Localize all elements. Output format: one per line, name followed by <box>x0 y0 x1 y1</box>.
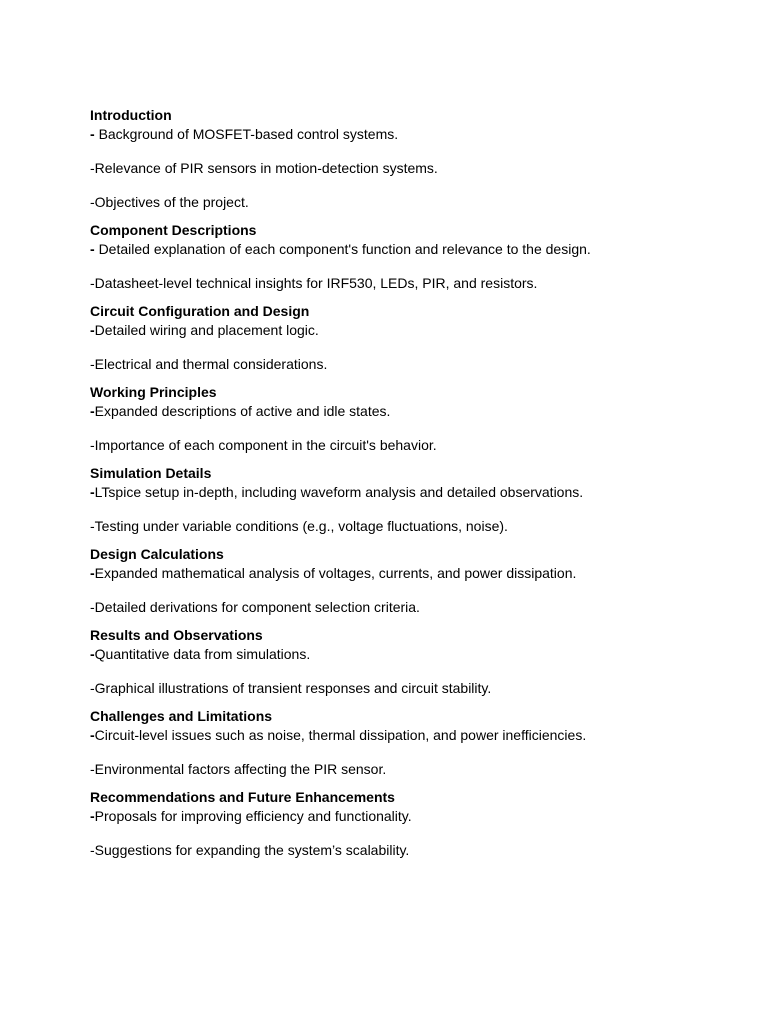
list-item <box>90 436 730 455</box>
item-prefix: - <box>90 727 95 743</box>
item-prefix: - <box>90 160 95 176</box>
list-item <box>90 517 730 536</box>
list-item <box>90 645 730 664</box>
item-text: Objectives of the project. <box>94 194 249 210</box>
list-item <box>90 807 730 826</box>
item-text: Suggestions for expanding the system’s scalability. <box>94 842 410 858</box>
list-item <box>90 240 730 259</box>
item-text: LTspice setup in-depth, including waveform analysis and detailed observations. <box>94 484 584 500</box>
item-prefix: - <box>90 403 95 419</box>
section-heading: Results and Observations <box>90 627 263 643</box>
list-item <box>90 321 730 340</box>
list-item <box>90 564 730 583</box>
item-prefix: - <box>90 126 99 142</box>
item-text: Environmental factors affecting the PIR sensor. <box>94 761 387 777</box>
list-item <box>90 483 730 502</box>
item-prefix: - <box>90 599 95 615</box>
list-item <box>90 274 730 293</box>
section-design-calculations <box>90 545 730 617</box>
item-prefix: - <box>90 565 95 581</box>
section-heading: Introduction <box>90 107 172 123</box>
item-prefix: - <box>90 437 95 453</box>
item-text: Expanded descriptions of active and idle states. <box>94 403 391 419</box>
list-item <box>90 841 730 860</box>
item-text: Detailed explanation of each component's function and relevance to the design. <box>98 241 591 257</box>
item-prefix: - <box>90 241 99 257</box>
section-component-descriptions <box>90 221 730 293</box>
document-page <box>90 106 730 869</box>
section-heading: Component Descriptions <box>90 222 257 238</box>
item-text: Quantitative data from simulations. <box>94 646 311 662</box>
item-text: Datasheet-level technical insights for IRF530, LEDs, PIR, and resistors. <box>94 275 538 291</box>
section-working-principles <box>90 383 730 455</box>
section-challenges-limitations <box>90 707 730 779</box>
item-text: Relevance of PIR sensors in motion-detection systems. <box>94 160 438 176</box>
item-prefix: - <box>90 484 95 500</box>
list-item <box>90 193 730 212</box>
item-text: Graphical illustrations of transient responses and circuit stability. <box>94 680 492 696</box>
item-text: Importance of each component in the circuit's behavior. <box>94 437 437 453</box>
item-prefix: - <box>90 518 95 534</box>
list-item <box>90 679 730 698</box>
section-introduction <box>90 106 730 212</box>
list-item <box>90 402 730 421</box>
item-text: Detailed wiring and placement logic. <box>94 322 319 338</box>
item-prefix: - <box>90 275 95 291</box>
item-prefix: - <box>90 761 95 777</box>
item-prefix: - <box>90 322 95 338</box>
item-prefix: - <box>90 194 95 210</box>
section-heading: Simulation Details <box>90 465 212 481</box>
list-item <box>90 125 730 144</box>
list-item <box>90 726 730 745</box>
section-simulation-details <box>90 464 730 536</box>
item-text: Proposals for improving efficiency and functionality. <box>94 808 412 824</box>
section-heading: Challenges and Limitations <box>90 708 273 724</box>
section-heading: Design Calculations <box>90 546 224 562</box>
item-prefix: - <box>90 356 95 372</box>
section-results-observations <box>90 626 730 698</box>
list-item <box>90 355 730 374</box>
section-heading: Recommendations and Future Enhancements <box>90 789 395 805</box>
list-item <box>90 760 730 779</box>
item-text: Circuit-level issues such as noise, thermal dissipation, and power inefficiencies. <box>94 727 587 743</box>
list-item <box>90 159 730 178</box>
section-heading: Circuit Configuration and Design <box>90 303 310 319</box>
item-text: Background of MOSFET-based control systems. <box>98 126 399 142</box>
section-heading: Working Principles <box>90 384 217 400</box>
item-prefix: - <box>90 808 95 824</box>
item-text: Testing under variable conditions (e.g., voltage fluctuations, noise). <box>94 518 508 534</box>
section-circuit-configuration <box>90 302 730 374</box>
item-text: Expanded mathematical analysis of voltages, currents, and power dissipation. <box>94 565 577 581</box>
item-prefix: - <box>90 842 95 858</box>
list-item <box>90 598 730 617</box>
item-text: Detailed derivations for component selection criteria. <box>94 599 420 615</box>
item-text: Electrical and thermal considerations. <box>94 356 328 372</box>
section-recommendations <box>90 788 730 860</box>
item-prefix: - <box>90 646 95 662</box>
item-prefix: - <box>90 680 95 696</box>
